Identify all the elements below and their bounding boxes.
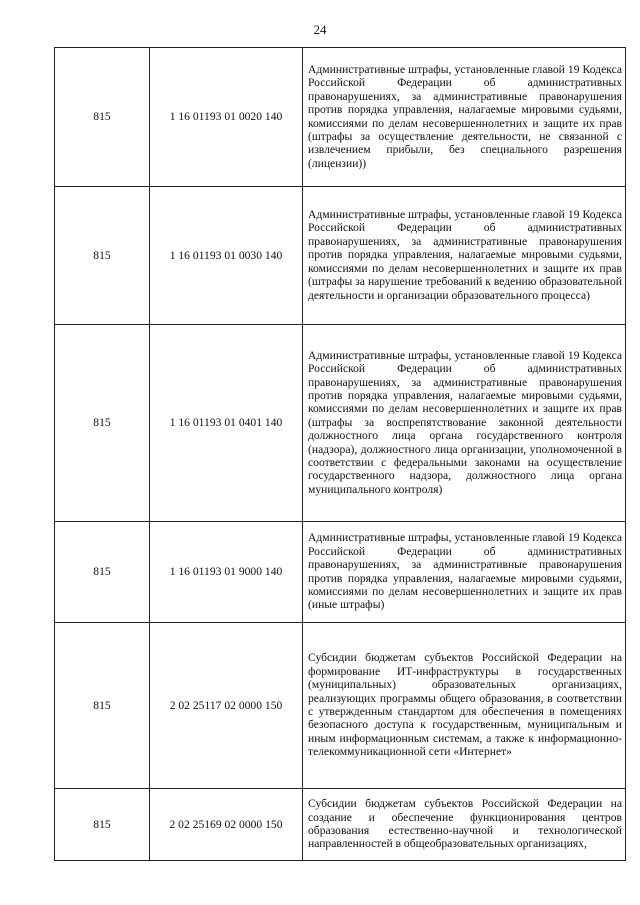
description-cell: Субсидии бюджетам субъектов Российской Федерации на формирование ИТ-инфраструктуры в государственных (муниципальных) образовательных организациях, реализующих программы общего образования, в соответствии с утвержденным стандартом для обеспечения в помещениях безопасного доступа к государственным, муниципальным и иным информационным системам, а также к информационно-телекоммуникационной сети «Интернет» xyxy=(303,623,626,789)
admin-code-cell: 815 xyxy=(55,187,150,325)
description-cell: Административные штрафы, установленные главой 19 Кодекса Российской Федерации об административных правонарушениях, за административные правонарушения против порядка управления, налагаемые мировыми судьями, комиссиями по делам несовершеннолетних и защите их прав (штрафы за воспрепятствование законной деятельности должностного лица органа государственного контроля (надзора), должностного лица организации, уполномоченной в соответствии с федеральными законами на осуществление государственного надзора, должностного лица органа муниципального контроля) xyxy=(303,325,626,522)
description-cell: Административные штрафы, установленные главой 19 Кодекса Российской Федерации об административных правонарушениях, за административные правонарушения против порядка управления, налагаемые мировыми судьями, комиссиями по делам несовершеннолетних и защите их прав (штрафы за нарушение требований к ведению образовательной деятельности и организации образовательного процесса) xyxy=(303,187,626,325)
table-row xyxy=(55,522,626,623)
admin-code-cell: 815 xyxy=(55,522,150,623)
table-row xyxy=(55,48,626,187)
table-row xyxy=(55,325,626,522)
budget-code-cell: 1 16 01193 01 0020 140 xyxy=(150,48,303,187)
description-cell: Административные штрафы, установленные главой 19 Кодекса Российской Федерации об административных правонарушениях, за административные правонарушения против порядка управления, налагаемые мировыми судьями, комиссиями по делам несовершеннолетних и защите их прав (иные штрафы) xyxy=(303,522,626,623)
budget-code-cell: 1 16 01193 01 0401 140 xyxy=(150,325,303,522)
admin-code-cell: 815 xyxy=(55,789,150,861)
admin-code-cell: 815 xyxy=(55,325,150,522)
admin-code-cell: 815 xyxy=(55,48,150,187)
budget-code-cell: 2 02 25169 02 0000 150 xyxy=(150,789,303,861)
table-row xyxy=(55,789,626,861)
budget-code-cell: 1 16 01193 01 0030 140 xyxy=(150,187,303,325)
table-row xyxy=(55,187,626,325)
budget-classification-table xyxy=(54,47,626,861)
description-cell: Административные штрафы, установленные главой 19 Кодекса Российской Федерации об административных правонарушениях, за административные правонарушения против порядка управления, налагаемые мировыми судьями, комиссиями по делам несовершеннолетних и защите их прав (штрафы за осуществление деятельности, не связанной с извлечением прибыли, без специального разрешения (лицензии)) xyxy=(303,48,626,187)
admin-code-cell: 815 xyxy=(55,623,150,789)
page-number: 24 xyxy=(313,22,327,37)
description-cell: Субсидии бюджетам субъектов Российской Федерации на создание и обеспечение функционирования центров образования естественно-научной и технологической направленностей в общеобразовательных организациях, xyxy=(303,789,626,861)
table-row xyxy=(55,623,626,789)
budget-code-cell: 1 16 01193 01 9000 140 xyxy=(150,522,303,623)
budget-code-cell: 2 02 25117 02 0000 150 xyxy=(150,623,303,789)
